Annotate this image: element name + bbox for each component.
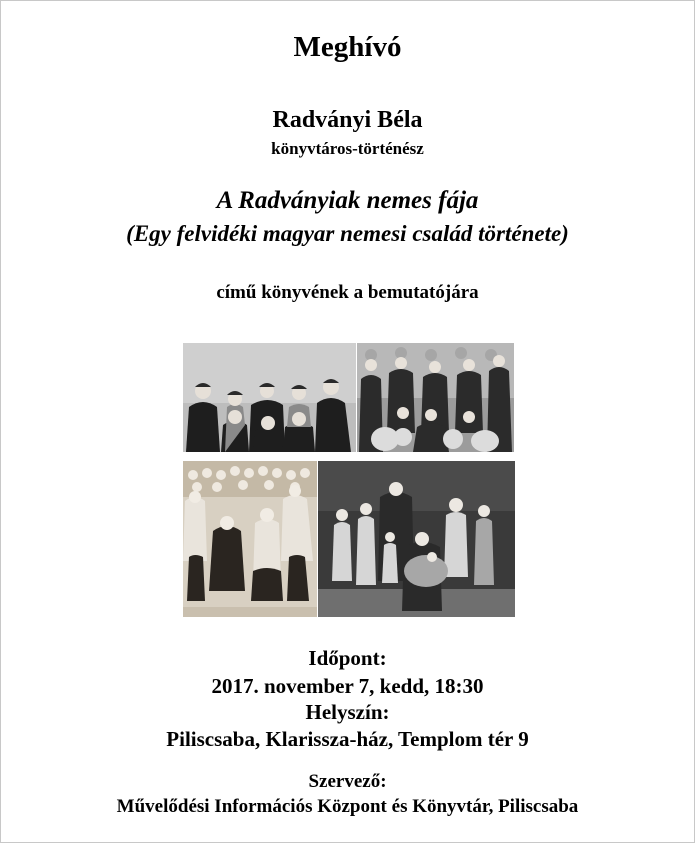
place-value: Piliscsaba, Klarissza-ház, Templom tér 9 <box>166 727 529 751</box>
organizer-value: Művelődési Információs Központ és Könyvtár, Piliscsaba <box>116 796 579 817</box>
family-photo-3 <box>183 461 317 617</box>
time-value: 2017. november 7, kedd, 18:30 <box>211 674 484 698</box>
page-title: Meghívó <box>293 31 402 63</box>
intro-text: című könyvének a bemutatójára <box>216 282 479 303</box>
book-subtitle: (Egy felvidéki magyar nemesi család története) <box>126 221 569 246</box>
family-photo-2 <box>357 343 514 452</box>
organizer-label: Szervező: <box>308 771 387 792</box>
author-role: könyvtáros-történész <box>271 139 424 158</box>
time-label: Időpont: <box>308 646 387 670</box>
book-title: A Radványiak nemes fája <box>216 187 479 214</box>
author-name: Radványi Béla <box>272 107 423 133</box>
place-label: Helyszín: <box>305 700 390 724</box>
family-photo-1 <box>183 343 356 452</box>
family-photo-4 <box>318 461 515 617</box>
